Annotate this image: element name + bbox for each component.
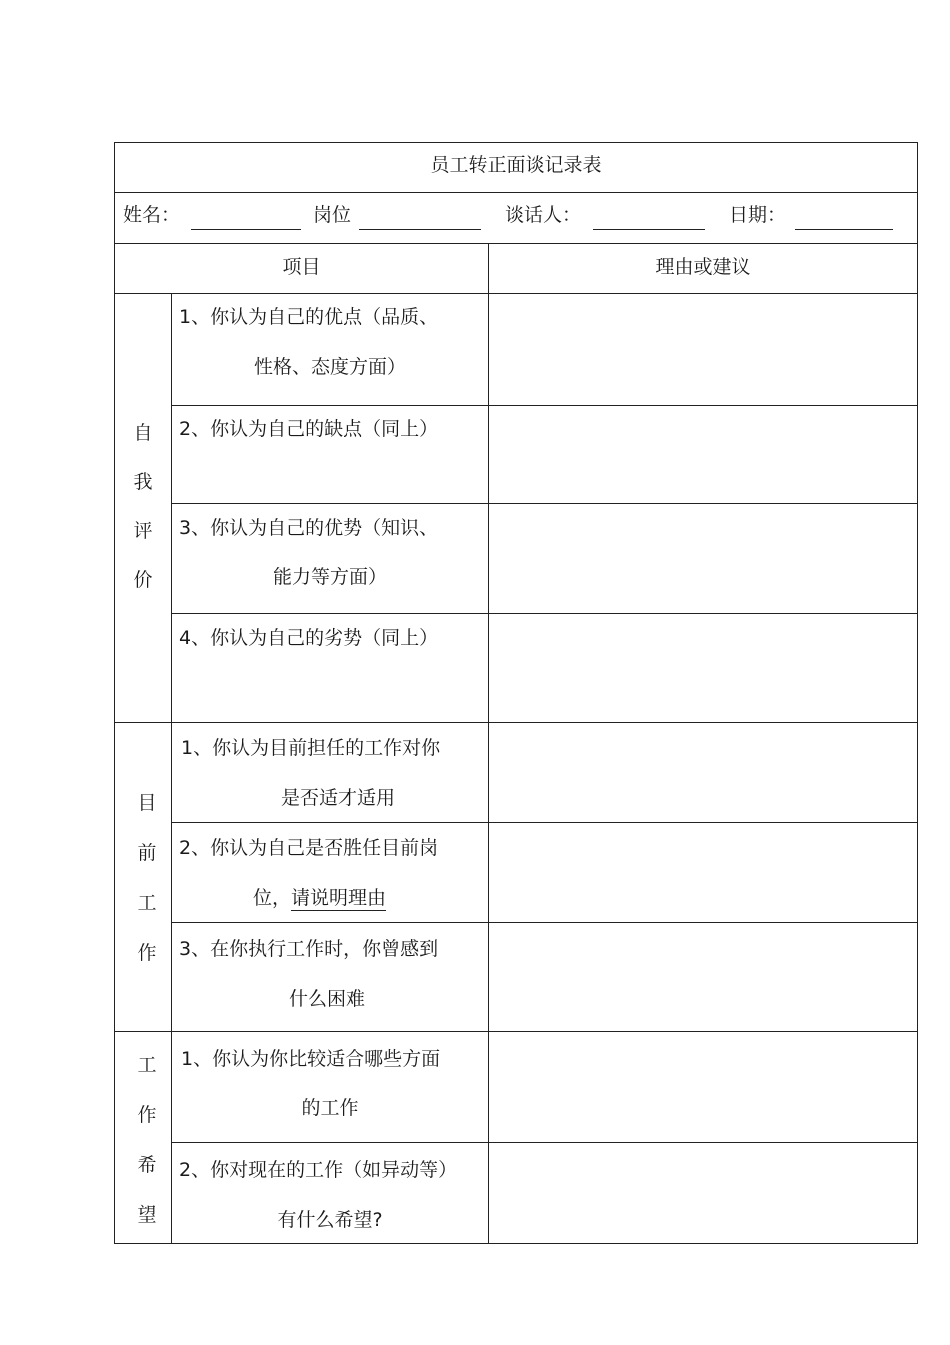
row-divider <box>171 1142 917 1143</box>
category-char: 前 <box>137 842 157 864</box>
row-divider <box>171 405 917 406</box>
question-line: 性格、态度方面） <box>253 356 406 378</box>
divider <box>115 243 917 244</box>
category-char: 工 <box>137 1054 157 1076</box>
question-line: 3、你认为自己的优势（知识、 <box>179 517 439 539</box>
question-line <box>253 886 386 910</box>
divider <box>115 192 917 193</box>
name-label: 姓名： <box>123 204 181 226</box>
row-divider <box>171 922 917 923</box>
category-char: 作 <box>137 942 157 964</box>
underlined-prompt: 请说明理由 <box>291 887 387 909</box>
question-line: 能力等方面） <box>272 566 387 588</box>
question-line: 1、你认为自己的优点（品质、 <box>179 306 439 328</box>
question-line: 1、你认为目前担任的工作对你 <box>181 737 441 759</box>
header-item: 项目 <box>282 256 321 278</box>
category-char: 望 <box>137 1204 157 1226</box>
question-line: 有什么希望? <box>277 1209 383 1231</box>
category-char: 价 <box>133 569 153 591</box>
category-char: 作 <box>137 1104 157 1126</box>
column-divider <box>488 243 489 1244</box>
question-line: 4、你认为自己的劣势（同上） <box>179 627 439 649</box>
question-line: 什么困难 <box>288 988 365 1010</box>
section-divider <box>115 1031 917 1032</box>
question-line-prefix: 位， <box>253 887 292 909</box>
row-divider <box>171 822 917 823</box>
position-field[interactable] <box>359 229 481 230</box>
category-char: 希 <box>137 1154 157 1176</box>
date-field[interactable] <box>795 229 893 230</box>
question-line: 1、你认为你比较适合哪些方面 <box>181 1048 441 1070</box>
category-char: 我 <box>133 471 153 493</box>
row-divider <box>171 503 917 504</box>
question-line: 是否适才适用 <box>280 787 395 809</box>
category-char: 目 <box>137 792 157 814</box>
question-line: 3、在你执行工作时，你曾感到 <box>179 938 439 960</box>
question-line: 的工作 <box>301 1097 359 1119</box>
divider <box>115 293 917 294</box>
question-line: 2、你对现在的工作（如异动等） <box>179 1159 458 1181</box>
category-char: 自 <box>133 422 153 444</box>
section-divider <box>115 722 917 723</box>
header-reason: 理由或建议 <box>655 256 751 278</box>
interviewer-label: 谈话人： <box>505 204 582 226</box>
date-label: 日期： <box>729 204 787 226</box>
question-line: 2、你认为自己的缺点（同上） <box>179 418 439 440</box>
row-divider <box>171 613 917 614</box>
category-char: 评 <box>133 520 153 542</box>
position-label: 岗位 <box>313 204 352 226</box>
category-char: 工 <box>137 892 157 914</box>
interview-record-form <box>114 142 918 1244</box>
question-line: 2、你认为自己是否胜任目前岗 <box>179 837 439 859</box>
interviewer-field[interactable] <box>593 229 705 230</box>
form-title: 员工转正面谈记录表 <box>430 154 602 176</box>
name-field[interactable] <box>191 229 301 230</box>
